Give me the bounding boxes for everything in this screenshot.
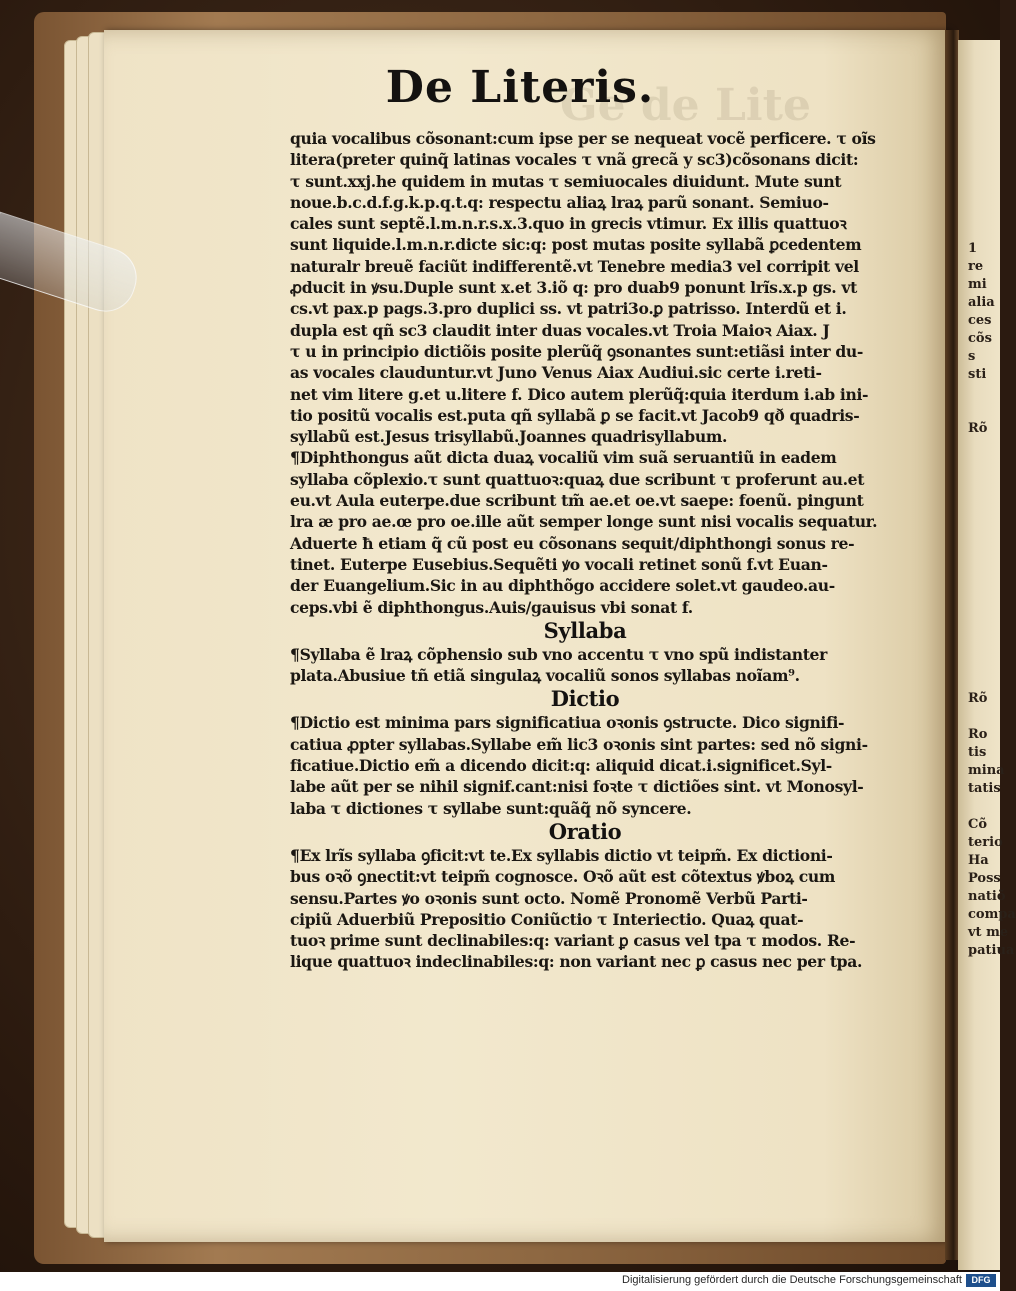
text-line: noue.b.c.d.f.g.k.p.q.t.q: respectu aliaꝝ lraꝝ parũ sonant. Semiuo- [290, 192, 829, 212]
text-line: labe aũt per se nihil signif.cant:nisi foꝛte τ dictiões sint. vt Monosyl- [290, 777, 864, 797]
text-line: lique quattuoꝛ indeclinabiles:q: non variant nec ꝑ casus nec per tpa. [290, 952, 863, 972]
text-line: sunt liquide.l.m.n.r.dicte sic:q: post mutas posite syllabã ꝑcedentem [290, 235, 862, 255]
footer-credit: Digitalisierung gefördert durch die Deutsche Forschungsgemeinschaft [622, 1274, 962, 1286]
syllaba-section [290, 644, 920, 687]
text-line: cipiũ Aduerbiũ Prepositio Coniũctio τ Interiectio. Quaꝝ quat- [290, 909, 804, 929]
text-line: τ sunt.xxj.he quidem in mutas τ semiuocales diuidunt. Mute sunt [290, 171, 842, 191]
text-line: cales sunt septẽ.l.m.n.r.s.x.3.quo in grecis vtimur. Ex illis quattuoꝛ [290, 214, 847, 234]
dictio-section [290, 712, 920, 818]
text-line: eu.vt Aula euterpe.due scribunt tm̃ ae.et oe.vt saepe: foenũ. pingunt [290, 491, 864, 511]
heading-dictio: Dictio [550, 686, 620, 712]
book-gutter [945, 30, 959, 1260]
text-line: tuoꝛ prime sunt declinabiles:q: variant ꝑ casus vel tpa τ modos. Re- [290, 931, 856, 951]
text-line: lra æ pro ae.œ pro oe.ille aũt semper longe sunt nisi vocalis sequatur. [290, 512, 878, 532]
text-line: naturalr breuẽ faciũt indifferentẽ.vt Tenebre media3 vel corripit vel [290, 256, 859, 276]
text-line: ꝓducit in ꝟsu.Duple sunt x.et 3.iõ q: pro duab9 ponunt lrĩs.x.p gs. vt [290, 278, 858, 298]
text-line: catiua ꝓpter syllabas.Syllabe em̃ lic3 oꝛonis sint partes: sed nõ signi- [290, 734, 868, 754]
text-line: cs.vt pax.p pags.3.pro duplici ss. vt patri3o.ꝑ patrisso. Interdũ et i. [290, 299, 847, 319]
text-line: plata.Abusiue tñ etiã singulaꝝ vocaliũ sonos syllabas noĩam⁹. [290, 666, 800, 686]
text-line: laba τ dictiones τ syllabe sunt:quãq̃ nõ syncere. [290, 798, 692, 818]
facing-page [958, 40, 1016, 1270]
oratio-section [290, 845, 920, 973]
text-line: quia vocalibus cõsonant:cum ipse per se nequeat vocẽ perficere. τ oĩs [290, 129, 876, 148]
text-line: ¶Dictio est minima pars significatiua oꝛonis ꝯstructe. Dico signifi- [290, 713, 845, 733]
bleed-through-text: Ge de Lite [560, 80, 811, 131]
text-line: litera(preter quinq̃ latinas vocales τ vnã grecã y sc3)cõsonans dicit: [290, 150, 859, 170]
text-line: ficatiue.Dictio em̃ a dicendo dicit:q: aliquid dicat.i.significet.Syl- [290, 756, 832, 776]
text-line: sensu.Partes ꝟo oꝛonis sunt octo. Nomẽ Pronomẽ Verbũ Parti- [290, 888, 808, 908]
text-line: der Euangelium.Sic in au diphthõgo accidere solet.vt gaudeo.au- [290, 576, 835, 596]
text-line: ¶Ex lrĩs syllaba ꝯficit:vt te.Ex syllabis dictio vt teipm̃. Ex dictioni- [290, 845, 833, 865]
facing-page-text: 1 re mi alia ces cõs s sti Rõ Rõ Ro tis mina tatis Cõ terio Ha Poss natiõ compa vt me patiua [968, 241, 1016, 958]
text-line: bus oꝛõ ꝯnectit:vt teipm̃ cognosce. Oꝛõ aũt est cõtextus ꝟboꝝ cum [290, 867, 836, 887]
text-line: as vocales clauduntur.vt Juno Venus Aiax Audiui.sic certe i.reti- [290, 363, 822, 383]
text-line: net vim litere g.et u.litere f. Dico autem plerũq̃:quia iterdum i.ab ini- [290, 384, 869, 404]
text-line: dupla est qñ sc3 claudit inter duas vocales.vt Troia Maioꝛ Aiax. J [290, 320, 830, 340]
page-title: De Literis. [385, 62, 655, 113]
text-line: ceps.vbi ẽ diphthongus.Auis/gauisus vbi sonat f. [290, 597, 693, 617]
text-line: ¶Syllaba ẽ lraꝝ cõphensio sub vno accentu τ vno spũ indistanter [290, 644, 827, 664]
footer-bar [0, 1272, 1000, 1291]
text-line: τ u in principio dictiõis posite plerũq̃ ꝯsonantes sunt:etiãsi inter du- [290, 341, 864, 361]
dfg-logo: DFG [966, 1274, 996, 1287]
text-line: Aduerte ħ etiam q̃ cũ post eu cõsonans sequit/diphthongi sonus re- [290, 533, 855, 553]
text-line: ¶Diphthongus aũt dicta duaꝝ vocaliũ vim suã seruantiũ in eadem [290, 448, 837, 468]
text-line: syllaba cõplexio.τ sunt quattuoꝛ:quaꝝ due scribunt τ proferunt au.et [290, 469, 865, 489]
heading-oratio: Oratio [548, 818, 622, 844]
text-line: tio positũ vocalis est.puta qñ syllabã ꝑ se facit.vt Jacob9 qð quadris- [290, 405, 860, 425]
main-text-block [290, 128, 920, 973]
text-line: tinet. Euterpe Eusebius.Sequẽti ꝟo vocali retinet sonũ f.vt Euan- [290, 554, 828, 574]
literis-section [290, 128, 920, 618]
heading-syllaba: Syllaba [543, 617, 627, 643]
text-line: syllabũ est.Jesus trisyllabũ.Joannes quadrisyllabum. [290, 427, 728, 447]
